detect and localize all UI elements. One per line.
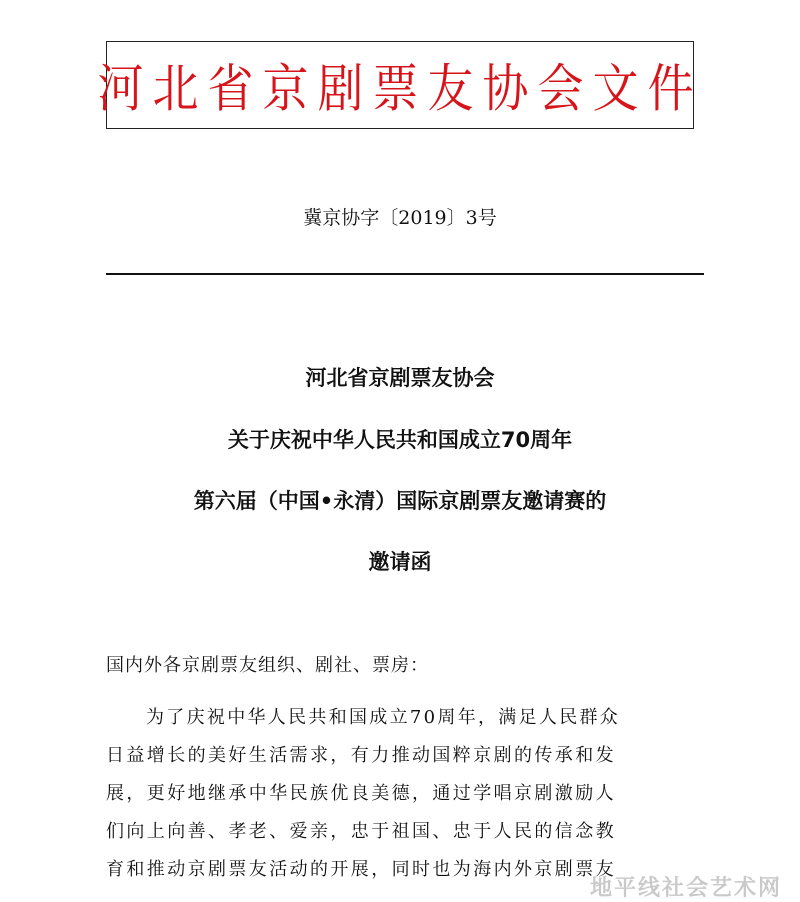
header-divider	[106, 273, 704, 275]
body-paragraph-line: 们向上向善、孝老、爱亲，忠于祖国、忠于人民的信念教	[106, 821, 616, 842]
title-line-type: 邀请函	[368, 550, 432, 574]
body-paragraph-line: 展，更好地继承中华民族优良美德，通过学唱京剧激励人	[106, 783, 616, 804]
body-paragraph-line: 育和推动京剧票友活动的开展，同时也为海内外京剧票友	[106, 859, 616, 880]
title-line-organization: 河北省京剧票友协会	[305, 366, 495, 390]
site-watermark: 地平线社会艺术网	[589, 876, 782, 901]
body-paragraph-line: 为了庆祝中华人民共和国成立70周年，满足人民群众	[146, 707, 621, 728]
body-paragraph-line: 日益增长的美好生活需求，有力推动国粹京剧的传承和发	[106, 745, 616, 766]
salutation: 国内外各京剧票友组织、剧社、票房：	[106, 655, 429, 676]
document-header-title: 河北省京剧票友协会文件	[97, 58, 703, 119]
title-line-event: 第六届（中国•永清）国际京剧票友邀请赛的	[193, 489, 607, 513]
document-number: 冀京协字〔2019〕3号	[303, 207, 497, 229]
document-header-frame	[97, 41, 703, 129]
title-line-occasion: 关于庆祝中华人民共和国成立70周年	[227, 428, 573, 452]
